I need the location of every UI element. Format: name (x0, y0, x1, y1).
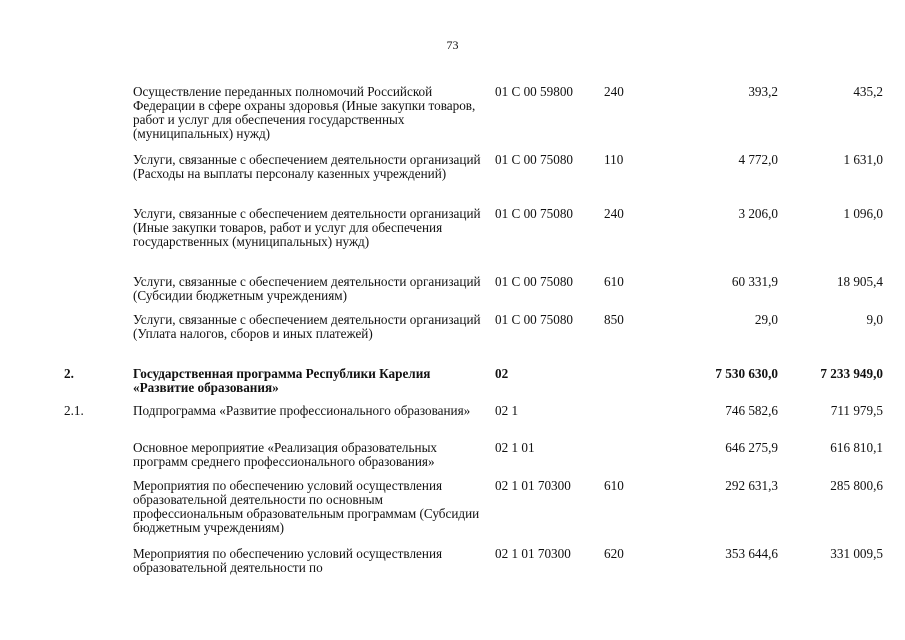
row-value-2: 1 096,0 (843, 206, 883, 221)
row-value-1: 746 582,6 (725, 403, 778, 418)
row-value-1: 7 530 630,0 (715, 366, 778, 381)
row-code: 02 1 01 (495, 440, 535, 455)
row-value-2: 18 905,4 (836, 274, 883, 289)
row-value-2: 711 979,5 (830, 403, 883, 418)
row-description: Подпрограмма «Развитие профессионального образования» (133, 403, 471, 418)
row-value-2: 7 233 949,0 (820, 366, 883, 381)
row-code: 01 С 00 75080 (495, 206, 574, 221)
row-code: 02 1 (495, 403, 519, 418)
row-description: Мероприятия по обеспечению условий осуществления образовательной деятельности по основным профессиональным образовательным программам (Субсидии бюджетным учреждениям) (133, 478, 480, 535)
row-value-1: 4 772,0 (738, 152, 778, 167)
row-expense-type: 610 (604, 478, 624, 493)
row-code: 01 С 00 75080 (495, 312, 574, 327)
row-expense-type: 110 (604, 152, 624, 167)
row-value-2: 1 631,0 (843, 152, 883, 167)
row-value-1: 3 206,0 (738, 206, 778, 221)
row-description: Осуществление переданных полномочий Российской Федерации в сфере охраны здоровья (Иные закупки товаров, работ и услуг для обеспечения государственных (муниципальных) нужд) (133, 84, 476, 141)
row-value-1: 292 631,3 (725, 478, 778, 493)
row-description: Государственная программа Республики Карелия «Развитие образования» (133, 366, 431, 395)
row-number: 2.1. (64, 403, 84, 418)
row-code: 01 С 00 59800 (495, 84, 574, 99)
row-value-2: 285 800,6 (830, 478, 883, 493)
row-description: Основное мероприятие «Реализация образовательных программ среднего профессионального образования» (133, 440, 438, 469)
row-number: 2. (64, 366, 74, 381)
row-expense-type: 240 (604, 206, 624, 221)
row-expense-type: 610 (604, 274, 624, 289)
row-value-2: 435,2 (853, 84, 883, 99)
row-description: Услуги, связанные с обеспечением деятельности организаций (Уплата налогов, сборов и иных платежей) (133, 312, 481, 341)
row-expense-type: 620 (604, 546, 624, 561)
row-description: Услуги, связанные с обеспечением деятельности организаций (Иные закупки товаров, работ и услуг для обеспечения государственных (муниципальных) нужд) (133, 206, 481, 249)
row-value-1: 353 644,6 (725, 546, 778, 561)
row-description: Услуги, связанные с обеспечением деятельности организаций (Субсидии бюджетным учреждениям) (133, 274, 481, 303)
row-code: 01 С 00 75080 (495, 274, 574, 289)
row-value-1: 393,2 (748, 84, 778, 99)
row-description: Услуги, связанные с обеспечением деятельности организаций (Расходы на выплаты персоналу казенных учреждений) (133, 152, 481, 181)
row-value-1: 29,0 (754, 312, 778, 327)
row-code: 02 (495, 366, 509, 381)
row-code: 02 1 01 70300 (495, 546, 571, 561)
row-value-2: 616 810,1 (830, 440, 883, 455)
row-expense-type: 850 (604, 312, 624, 327)
row-code: 02 1 01 70300 (495, 478, 571, 493)
page-number: 73 (446, 38, 459, 52)
row-value-2: 9,0 (866, 312, 883, 327)
row-value-1: 646 275,9 (725, 440, 778, 455)
row-expense-type: 240 (604, 84, 624, 99)
row-description: Мероприятия по обеспечению условий осуществления образовательной деятельности по (133, 546, 443, 575)
row-value-1: 60 331,9 (731, 274, 778, 289)
row-value-2: 331 009,5 (830, 546, 883, 561)
row-code: 01 С 00 75080 (495, 152, 574, 167)
